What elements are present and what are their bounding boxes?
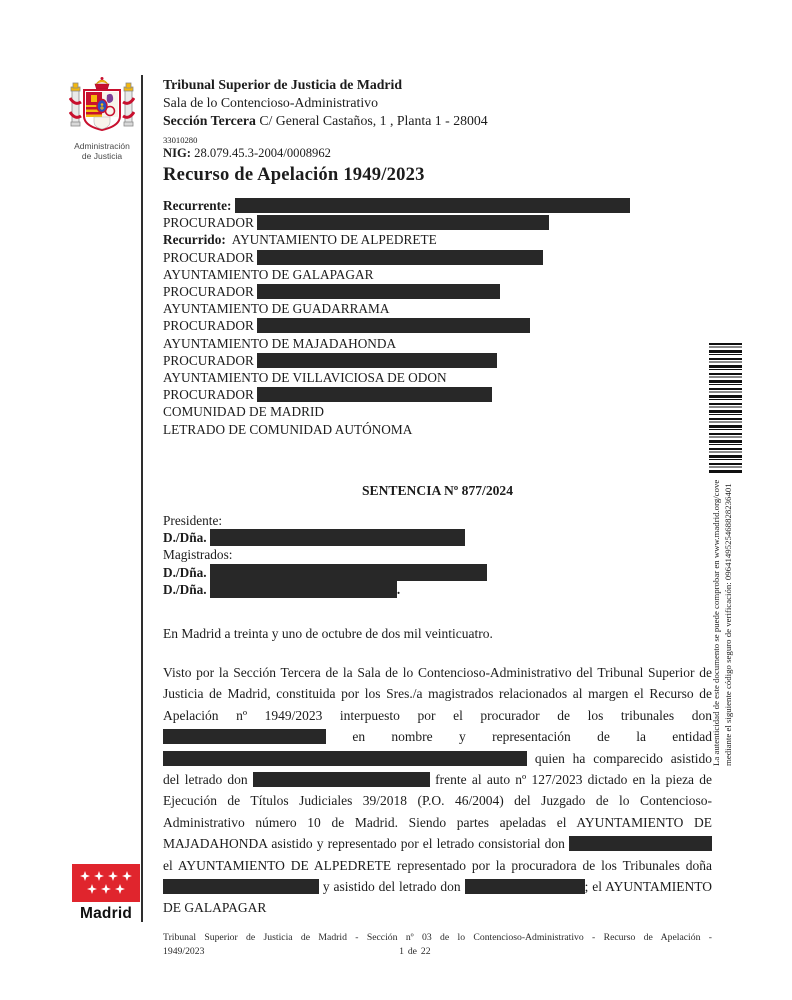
page-number: 1 de 22 (399, 945, 431, 957)
body-seg: quien ha comparecido asistido del letrado don (163, 750, 713, 788)
redaction-bar (569, 836, 712, 851)
presidente-label: Presidente: (163, 513, 223, 528)
body-seg: y asistido del letrado don (322, 879, 461, 895)
administracion-justicia-logo (62, 76, 142, 161)
court-name: Tribunal Superior de Justicia de Madrid (163, 77, 403, 92)
recurrido-row (163, 231, 723, 248)
entity-row: COMUNIDAD DE MADRID (163, 404, 325, 420)
recurrente-row (163, 197, 723, 214)
body-seg: el AYUNTAMIENTO DE ALPEDRETE representado por la procuradora de los Tribunales doña (163, 857, 712, 873)
verification-line1: La autenticidad de este documento se puede comprobar en www.madrid.org/cove (711, 479, 721, 766)
main-paragraph (163, 662, 712, 919)
magistrados-label: Magistrados: (163, 547, 233, 563)
madrid-flag-icon (72, 864, 140, 902)
redaction-bar (163, 879, 319, 894)
section-name: Sección Tercera (163, 113, 256, 128)
magistrado-row: D./Dña. (163, 564, 487, 581)
magistrado-row: D./Dña. . (163, 581, 401, 597)
redaction-bar (210, 564, 487, 581)
chamber-name: Sala de lo Contencioso-Administrativo (163, 95, 378, 110)
recurrido-label: Recurrido: (163, 232, 226, 248)
presidente-row: D./Dña. (163, 529, 487, 546)
redaction-bar (257, 215, 549, 230)
parties-list (163, 197, 723, 438)
redaction-bar (253, 772, 430, 787)
comunidad-madrid-logo (70, 864, 142, 923)
redaction-bar (465, 879, 585, 894)
entity-row: AYUNTAMIENTO DE MAJADAHONDA (163, 335, 397, 351)
bench-list (163, 512, 487, 598)
sentencia-title: SENTENCIA Nº 877/2024 (361, 483, 514, 498)
date-line: En Madrid a treinta y uno de octubre de dos mil veinticuatro. (163, 626, 493, 641)
redaction-bar (163, 751, 527, 766)
body-seg: Visto por la Sección Tercera de la Sala de lo Contencioso-Administrativo del Tribunal Superior de Justicia de Madrid, constituida por los Sres./a magistrados relacionados al margen el Recurso de Apelación nº 1949/2023 interpuesto por el procurador de los tribunales don (163, 665, 712, 723)
office-code: 33010280 (163, 135, 198, 145)
recurrente-label: Recurrente: (163, 198, 232, 213)
procurador-row: PROCURADOR (163, 386, 723, 403)
procurador-row: PROCURADOR (163, 249, 723, 266)
admin-justicia-caption: Administración de Justicia (74, 141, 130, 162)
recurrido-value: AYUNTAMIENTO DE ALPEDRETE (231, 232, 437, 248)
entity-row: LETRADO DE COMUNIDAD AUTÓNOMA (163, 421, 413, 437)
procurador-row: PROCURADOR (163, 214, 723, 231)
nig-label: NIG: (163, 146, 191, 160)
redaction-bar (257, 353, 497, 368)
procurador-row: PROCURADOR (163, 283, 723, 300)
case-title: Recurso de Apelación 1949/2023 (163, 164, 425, 185)
redaction-bar (257, 250, 543, 265)
section-line (163, 113, 712, 129)
procurador-row: PROCURADOR (163, 352, 723, 369)
section-address: C/ General Castaños, 1 , Planta 1 - 28004 (259, 113, 488, 128)
redaction-bar (257, 284, 500, 299)
page-footer (163, 931, 712, 959)
spain-coat-of-arms-icon (69, 76, 135, 134)
redaction-bar (210, 529, 465, 546)
footer-case-number: 1949/2023 (163, 945, 205, 957)
body-seg: en nombre y representación de la entidad (352, 729, 713, 745)
footer-line1: Tribunal Superior de Justicia de Madrid - Sección nº 03 de lo Contencioso-Administrativo - Recurso de Apelación - (163, 932, 712, 943)
body-seg: ; el AYUNTAMIENTO DE GALAPAGAR (163, 879, 713, 916)
body-seg: frente al auto nº 127/2023 dictado en la pieza de Ejecución de Títulos Judiciales 39/2018 (P.O. 46/2004) del Juzgado de lo Contencioso-Administrativo número 10 de Madrid. Siendo partes apeladas el AYUNTAMIENTO DE MAJADAHONDA asistido y representado por el letrado consistorial don (163, 772, 713, 852)
nig-line (163, 146, 712, 161)
redaction-bar (163, 729, 326, 744)
verification-text (711, 454, 735, 766)
nig-value: 28.079.45.3-2004/0008962 (194, 146, 331, 160)
verification-line2: mediante el siguiente código seguro de verificación: 0964149525468828236401 (722, 483, 733, 766)
madrid-label: Madrid (79, 905, 132, 922)
entity-row: AYUNTAMIENTO DE GALAPAGAR (163, 266, 374, 282)
redaction-bar (210, 581, 397, 598)
redaction-bar (257, 318, 530, 333)
entity-row: AYUNTAMIENTO DE VILLAVICIOSA DE ODON (163, 370, 447, 386)
procurador-row: PROCURADOR (163, 317, 723, 334)
redaction-bar (257, 387, 492, 402)
redaction-bar (235, 198, 630, 213)
entity-row: AYUNTAMIENTO DE GUADARRAMA (163, 301, 390, 317)
court-header (163, 77, 712, 186)
footer-line2 (163, 945, 712, 959)
vertical-divider (141, 75, 143, 922)
